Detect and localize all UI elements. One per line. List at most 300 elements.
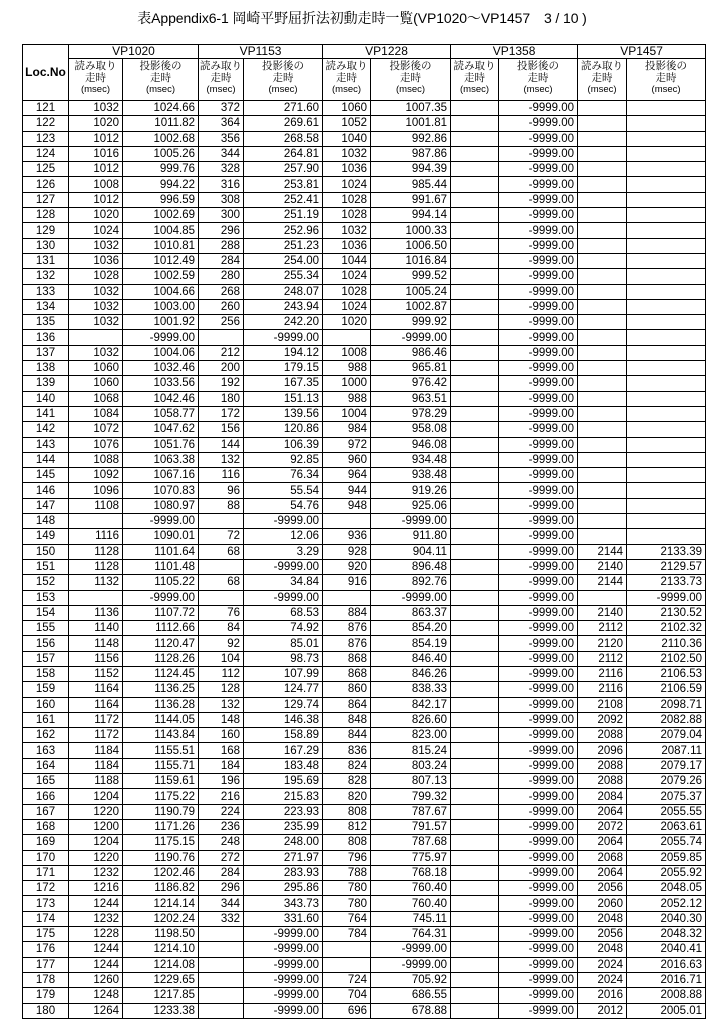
projected-time-cell: [627, 269, 706, 284]
read-time-cell: [451, 1003, 499, 1018]
read-time-cell: [451, 529, 499, 544]
projected-time-cell: [627, 452, 706, 467]
read-time-cell: [451, 208, 499, 223]
projected-time-cell: -9999.00: [499, 208, 578, 223]
projected-time-cell: 2129.57: [627, 559, 706, 574]
loc-no-cell: 121: [23, 101, 69, 116]
projected-time-cell: -9999.00: [499, 452, 578, 467]
read-time-cell: [451, 911, 499, 926]
projected-time-cell: -9999.00: [123, 590, 199, 605]
projected-time-cell: 846.26: [371, 666, 451, 681]
table-row: [23, 131, 706, 146]
table-row: [23, 514, 706, 529]
header-label: 走時: [591, 72, 613, 84]
projected-time-cell: 268.58: [244, 131, 323, 146]
projected-time-cell: -9999.00: [499, 315, 578, 330]
read-time-cell: [451, 299, 499, 314]
read-time-cell: [451, 743, 499, 758]
table-row: [23, 804, 706, 819]
loc-no-cell: 139: [23, 376, 69, 391]
projected-time-cell: 343.73: [244, 896, 323, 911]
table-row: [23, 269, 706, 284]
projected-time-header: [371, 59, 451, 101]
projected-time-cell: 1047.62: [123, 422, 199, 437]
loc-no-cell: 176: [23, 942, 69, 957]
projected-time-cell: -9999.00: [244, 927, 323, 942]
projected-time-cell: [627, 162, 706, 177]
read-time-cell: 344: [199, 896, 244, 911]
read-time-cell: 796: [323, 850, 371, 865]
table-row: [23, 223, 706, 238]
projected-time-cell: 999.76: [123, 162, 199, 177]
header-label: 読み取り: [200, 60, 243, 72]
read-time-cell: 1228: [69, 927, 123, 942]
header-label: 読み取り: [581, 60, 624, 72]
read-time-cell: [451, 942, 499, 957]
read-time-cell: 1016: [69, 146, 123, 161]
projected-time-cell: -9999.00: [499, 927, 578, 942]
projected-time-cell: [627, 361, 706, 376]
loc-no-cell: 122: [23, 116, 69, 131]
loc-no-cell: 172: [23, 881, 69, 896]
projected-time-cell: 760.40: [371, 881, 451, 896]
read-time-cell: [323, 942, 371, 957]
projected-time-cell: -9999.00: [371, 330, 451, 345]
table-row: [23, 284, 706, 299]
read-time-cell: 1172: [69, 712, 123, 727]
projected-time-cell: 904.11: [371, 544, 451, 559]
projected-time-cell: [627, 468, 706, 483]
projected-time-cell: -9999.00: [499, 253, 578, 268]
read-time-cell: 1024: [323, 269, 371, 284]
read-time-header: [199, 59, 244, 101]
read-time-cell: 1140: [69, 621, 123, 636]
projected-time-cell: 254.00: [244, 253, 323, 268]
projected-time-cell: 1101.48: [123, 559, 199, 574]
projected-time-cell: [627, 284, 706, 299]
read-time-cell: [578, 269, 627, 284]
table-row: [23, 972, 706, 987]
read-time-cell: 1092: [69, 468, 123, 483]
projected-time-cell: 807.13: [371, 774, 451, 789]
table-row: [23, 238, 706, 253]
read-time-cell: 296: [199, 223, 244, 238]
projected-time-cell: 252.96: [244, 223, 323, 238]
read-time-cell: [451, 835, 499, 850]
projected-time-cell: 167.35: [244, 376, 323, 391]
projected-time-cell: 2016.63: [627, 957, 706, 972]
read-time-cell: [578, 590, 627, 605]
projected-time-cell: 1124.45: [123, 666, 199, 681]
read-time-cell: 1096: [69, 483, 123, 498]
projected-time-cell: 1186.82: [123, 881, 199, 896]
read-time-cell: [451, 605, 499, 620]
read-time-cell: [69, 514, 123, 529]
projected-time-cell: -9999.00: [244, 972, 323, 987]
read-time-cell: 848: [323, 712, 371, 727]
projected-time-cell: 2102.50: [627, 651, 706, 666]
read-time-cell: 128: [199, 682, 244, 697]
projected-time-cell: 85.01: [244, 636, 323, 651]
table-row: [23, 101, 706, 116]
projected-time-cell: [627, 208, 706, 223]
table-row: [23, 361, 706, 376]
read-time-cell: 1032: [69, 101, 123, 116]
page-title: 表Appendix6-1 岡崎平野屈折法初動走時一覧(VP1020～VP1457 3 / 10 ): [137, 10, 587, 26]
read-time-cell: 68: [199, 575, 244, 590]
read-time-cell: 1184: [69, 758, 123, 773]
projected-time-cell: -9999.00: [499, 697, 578, 712]
projected-time-cell: 76.34: [244, 468, 323, 483]
table-row: [23, 774, 706, 789]
projected-time-cell: 2087.11: [627, 743, 706, 758]
read-time-cell: 1032: [69, 238, 123, 253]
projected-time-cell: -9999.00: [499, 682, 578, 697]
projected-time-cell: 787.67: [371, 804, 451, 819]
projected-time-cell: [627, 131, 706, 146]
read-time-cell: 2068: [578, 850, 627, 865]
projected-time-cell: 764.31: [371, 927, 451, 942]
read-time-cell: 76: [199, 605, 244, 620]
read-time-cell: [578, 468, 627, 483]
read-time-cell: 272: [199, 850, 244, 865]
projected-time-cell: -9999.00: [499, 192, 578, 207]
read-time-cell: [451, 514, 499, 529]
projected-time-cell: [627, 299, 706, 314]
read-time-cell: 2140: [578, 605, 627, 620]
read-time-cell: 192: [199, 376, 244, 391]
projected-time-cell: 295.86: [244, 881, 323, 896]
read-time-cell: 764: [323, 911, 371, 926]
read-time-cell: 236: [199, 819, 244, 834]
projected-time-cell: -9999.00: [499, 223, 578, 238]
projected-time-cell: 745.11: [371, 911, 451, 926]
projected-time-cell: [627, 483, 706, 498]
read-time-cell: 1200: [69, 819, 123, 834]
projected-time-cell: 1001.92: [123, 315, 199, 330]
read-time-cell: [451, 575, 499, 590]
projected-time-cell: -9999.00: [371, 957, 451, 972]
table-row: [23, 330, 706, 345]
read-time-cell: 184: [199, 758, 244, 773]
loc-no-cell: 167: [23, 804, 69, 819]
read-time-cell: 280: [199, 269, 244, 284]
projected-time-cell: 976.42: [371, 376, 451, 391]
read-time-cell: 296: [199, 881, 244, 896]
projected-time-cell: 1002.68: [123, 131, 199, 146]
header-label: 投影後の: [517, 60, 560, 72]
read-time-cell: 216: [199, 789, 244, 804]
projected-time-cell: 999.92: [371, 315, 451, 330]
projected-time-cell: 1155.71: [123, 758, 199, 773]
read-time-cell: 1148: [69, 636, 123, 651]
read-time-cell: 1008: [69, 177, 123, 192]
projected-time-cell: 775.97: [371, 850, 451, 865]
read-time-cell: 1164: [69, 682, 123, 697]
read-time-cell: [451, 651, 499, 666]
loc-no-cell: 154: [23, 605, 69, 620]
loc-no-cell: 160: [23, 697, 69, 712]
loc-no-cell: 133: [23, 284, 69, 299]
read-time-cell: [451, 621, 499, 636]
projected-time-cell: -9999.00: [499, 116, 578, 131]
read-time-cell: 1184: [69, 743, 123, 758]
projected-time-cell: 2133.73: [627, 575, 706, 590]
projected-time-cell: 1190.76: [123, 850, 199, 865]
projected-time-cell: 1070.83: [123, 483, 199, 498]
projected-time-cell: 2063.61: [627, 819, 706, 834]
read-time-cell: 2140: [578, 559, 627, 574]
projected-time-cell: 2048.32: [627, 927, 706, 942]
loc-no-cell: 136: [23, 330, 69, 345]
table-row: [23, 835, 706, 850]
read-time-cell: [451, 758, 499, 773]
read-time-cell: [578, 514, 627, 529]
read-time-cell: [578, 529, 627, 544]
read-time-cell: [199, 559, 244, 574]
read-time-cell: 2064: [578, 835, 627, 850]
header-label: 読み取り: [325, 60, 368, 72]
read-time-cell: 1024: [323, 177, 371, 192]
table-row: [23, 896, 706, 911]
read-time-cell: [451, 315, 499, 330]
read-time-cell: 248: [199, 835, 244, 850]
projected-time-cell: [627, 529, 706, 544]
read-time-cell: 2060: [578, 896, 627, 911]
read-time-cell: 2016: [578, 988, 627, 1003]
projected-time-cell: 896.48: [371, 559, 451, 574]
projected-time-cell: -9999.00: [244, 988, 323, 1003]
projected-time-cell: 987.86: [371, 146, 451, 161]
projected-time-cell: 1002.69: [123, 208, 199, 223]
read-time-cell: 884: [323, 605, 371, 620]
read-time-cell: 812: [323, 819, 371, 834]
projected-time-cell: 1042.46: [123, 391, 199, 406]
read-time-cell: 2012: [578, 1003, 627, 1018]
projected-time-cell: 1024.66: [123, 101, 199, 116]
table-row: [23, 498, 706, 513]
read-time-cell: 1068: [69, 391, 123, 406]
projected-time-cell: 1004.85: [123, 223, 199, 238]
projected-time-cell: 1128.26: [123, 651, 199, 666]
read-time-cell: [451, 697, 499, 712]
projected-time-cell: 999.52: [371, 269, 451, 284]
unit-label: (msec): [332, 84, 362, 95]
read-time-cell: 172: [199, 406, 244, 421]
read-time-cell: 1204: [69, 789, 123, 804]
loc-no-cell: 124: [23, 146, 69, 161]
table-row: [23, 253, 706, 268]
projected-time-cell: 678.88: [371, 1003, 451, 1018]
projected-time-cell: -9999.00: [371, 942, 451, 957]
read-time-cell: 948: [323, 498, 371, 513]
read-time-cell: [451, 452, 499, 467]
table-row: [23, 636, 706, 651]
projected-time-header: [627, 59, 706, 101]
projected-time-cell: 2110.36: [627, 636, 706, 651]
read-time-cell: [451, 636, 499, 651]
projected-time-cell: 1001.81: [371, 116, 451, 131]
read-time-cell: 1156: [69, 651, 123, 666]
read-time-cell: 68: [199, 544, 244, 559]
projected-time-cell: 1155.51: [123, 743, 199, 758]
read-time-cell: 104: [199, 651, 244, 666]
projected-time-cell: -9999.00: [499, 835, 578, 850]
loc-no-cell: 125: [23, 162, 69, 177]
read-time-cell: 780: [323, 896, 371, 911]
loc-no-cell: 175: [23, 927, 69, 942]
read-time-cell: 112: [199, 666, 244, 681]
read-time-cell: 284: [199, 253, 244, 268]
table-row: [23, 575, 706, 590]
read-time-cell: 2096: [578, 743, 627, 758]
projected-time-cell: 151.13: [244, 391, 323, 406]
read-time-cell: 224: [199, 804, 244, 819]
loc-no-cell: 134: [23, 299, 69, 314]
table-row: [23, 621, 706, 636]
projected-time-cell: 992.86: [371, 131, 451, 146]
projected-time-cell: 34.84: [244, 575, 323, 590]
projected-time-cell: 68.53: [244, 605, 323, 620]
projected-time-cell: 946.08: [371, 437, 451, 452]
read-time-cell: [578, 361, 627, 376]
read-time-cell: [578, 330, 627, 345]
table-row: [23, 1003, 706, 1018]
projected-time-cell: 158.89: [244, 728, 323, 743]
vp-header: VP1228: [323, 45, 451, 59]
projected-time-cell: 965.81: [371, 361, 451, 376]
read-time-cell: 1216: [69, 881, 123, 896]
header-label: 投影後の: [139, 60, 182, 72]
projected-time-cell: [627, 406, 706, 421]
read-time-cell: [451, 391, 499, 406]
read-time-cell: [451, 682, 499, 697]
table-row: [23, 927, 706, 942]
projected-time-cell: -9999.00: [499, 529, 578, 544]
projected-time-cell: 1002.59: [123, 269, 199, 284]
read-time-cell: 876: [323, 621, 371, 636]
read-time-cell: 1012: [69, 131, 123, 146]
read-time-cell: 260: [199, 299, 244, 314]
projected-time-cell: 223.93: [244, 804, 323, 819]
header-label: 読み取り: [453, 60, 496, 72]
projected-time-cell: [627, 514, 706, 529]
projected-time-cell: 1006.50: [371, 238, 451, 253]
projected-time-cell: 1136.25: [123, 682, 199, 697]
header-label: 投影後の: [262, 60, 305, 72]
read-time-cell: 824: [323, 758, 371, 773]
projected-time-cell: 2102.32: [627, 621, 706, 636]
read-time-cell: 1000: [323, 376, 371, 391]
read-time-cell: 1076: [69, 437, 123, 452]
projected-time-cell: 139.56: [244, 406, 323, 421]
projected-time-cell: [627, 330, 706, 345]
read-time-cell: 1152: [69, 666, 123, 681]
table-row: [23, 345, 706, 360]
projected-time-cell: -9999.00: [499, 988, 578, 1003]
projected-time-cell: [627, 192, 706, 207]
loc-no-cell: 143: [23, 437, 69, 452]
projected-time-cell: 257.90: [244, 162, 323, 177]
projected-time-cell: 768.18: [371, 865, 451, 880]
projected-time-cell: 1175.15: [123, 835, 199, 850]
projected-time-cell: 2016.71: [627, 972, 706, 987]
projected-time-cell: -9999.00: [499, 621, 578, 636]
read-time-cell: 1188: [69, 774, 123, 789]
loc-no-cell: 153: [23, 590, 69, 605]
projected-time-cell: 1190.79: [123, 804, 199, 819]
read-time-cell: 964: [323, 468, 371, 483]
projected-time-cell: 1175.22: [123, 789, 199, 804]
projected-time-cell: 996.59: [123, 192, 199, 207]
table-row: [23, 942, 706, 957]
table-row: [23, 743, 706, 758]
unit-label: (msec): [268, 84, 298, 95]
table-row: [23, 911, 706, 926]
read-time-cell: 808: [323, 835, 371, 850]
read-time-cell: 1244: [69, 942, 123, 957]
read-time-cell: 1020: [69, 208, 123, 223]
projected-time-cell: 2133.39: [627, 544, 706, 559]
loc-no-cell: 166: [23, 789, 69, 804]
read-time-cell: 2048: [578, 942, 627, 957]
projected-time-cell: 994.14: [371, 208, 451, 223]
projected-time-cell: -9999.00: [499, 758, 578, 773]
table-row: [23, 850, 706, 865]
projected-time-cell: 1058.77: [123, 406, 199, 421]
projected-time-cell: -9999.00: [499, 575, 578, 590]
read-time-cell: [69, 330, 123, 345]
read-time-cell: 2064: [578, 865, 627, 880]
projected-time-cell: -9999.00: [499, 942, 578, 957]
projected-time-cell: 255.34: [244, 269, 323, 284]
read-time-cell: [199, 988, 244, 1003]
read-time-cell: 868: [323, 666, 371, 681]
loc-no-cell: 178: [23, 972, 69, 987]
projected-time-cell: [627, 315, 706, 330]
projected-time-cell: -9999.00: [499, 330, 578, 345]
loc-no-cell: 146: [23, 483, 69, 498]
projected-time-cell: 934.48: [371, 452, 451, 467]
read-time-cell: [451, 896, 499, 911]
read-time-cell: 212: [199, 345, 244, 360]
read-time-cell: 2116: [578, 666, 627, 681]
loc-no-cell: 129: [23, 223, 69, 238]
projected-time-cell: 251.19: [244, 208, 323, 223]
projected-time-cell: 854.20: [371, 621, 451, 636]
projected-time-cell: 1063.38: [123, 452, 199, 467]
projected-time-cell: [627, 498, 706, 513]
unit-label: (msec): [651, 84, 681, 95]
read-time-cell: 1136: [69, 605, 123, 620]
projected-time-cell: -9999.00: [499, 789, 578, 804]
read-time-cell: [451, 101, 499, 116]
projected-time-cell: -9999.00: [499, 483, 578, 498]
projected-time-header: [123, 59, 199, 101]
table-row: [23, 682, 706, 697]
read-time-cell: [451, 361, 499, 376]
read-time-cell: 972: [323, 437, 371, 452]
projected-time-cell: -9999.00: [244, 514, 323, 529]
projected-time-cell: 2005.01: [627, 1003, 706, 1018]
projected-time-cell: 1171.26: [123, 819, 199, 834]
projected-time-cell: -9999.00: [499, 636, 578, 651]
read-time-cell: 1012: [69, 192, 123, 207]
read-time-cell: [451, 146, 499, 161]
table-row: [23, 590, 706, 605]
projected-time-cell: 985.44: [371, 177, 451, 192]
projected-time-cell: -9999.00: [499, 345, 578, 360]
